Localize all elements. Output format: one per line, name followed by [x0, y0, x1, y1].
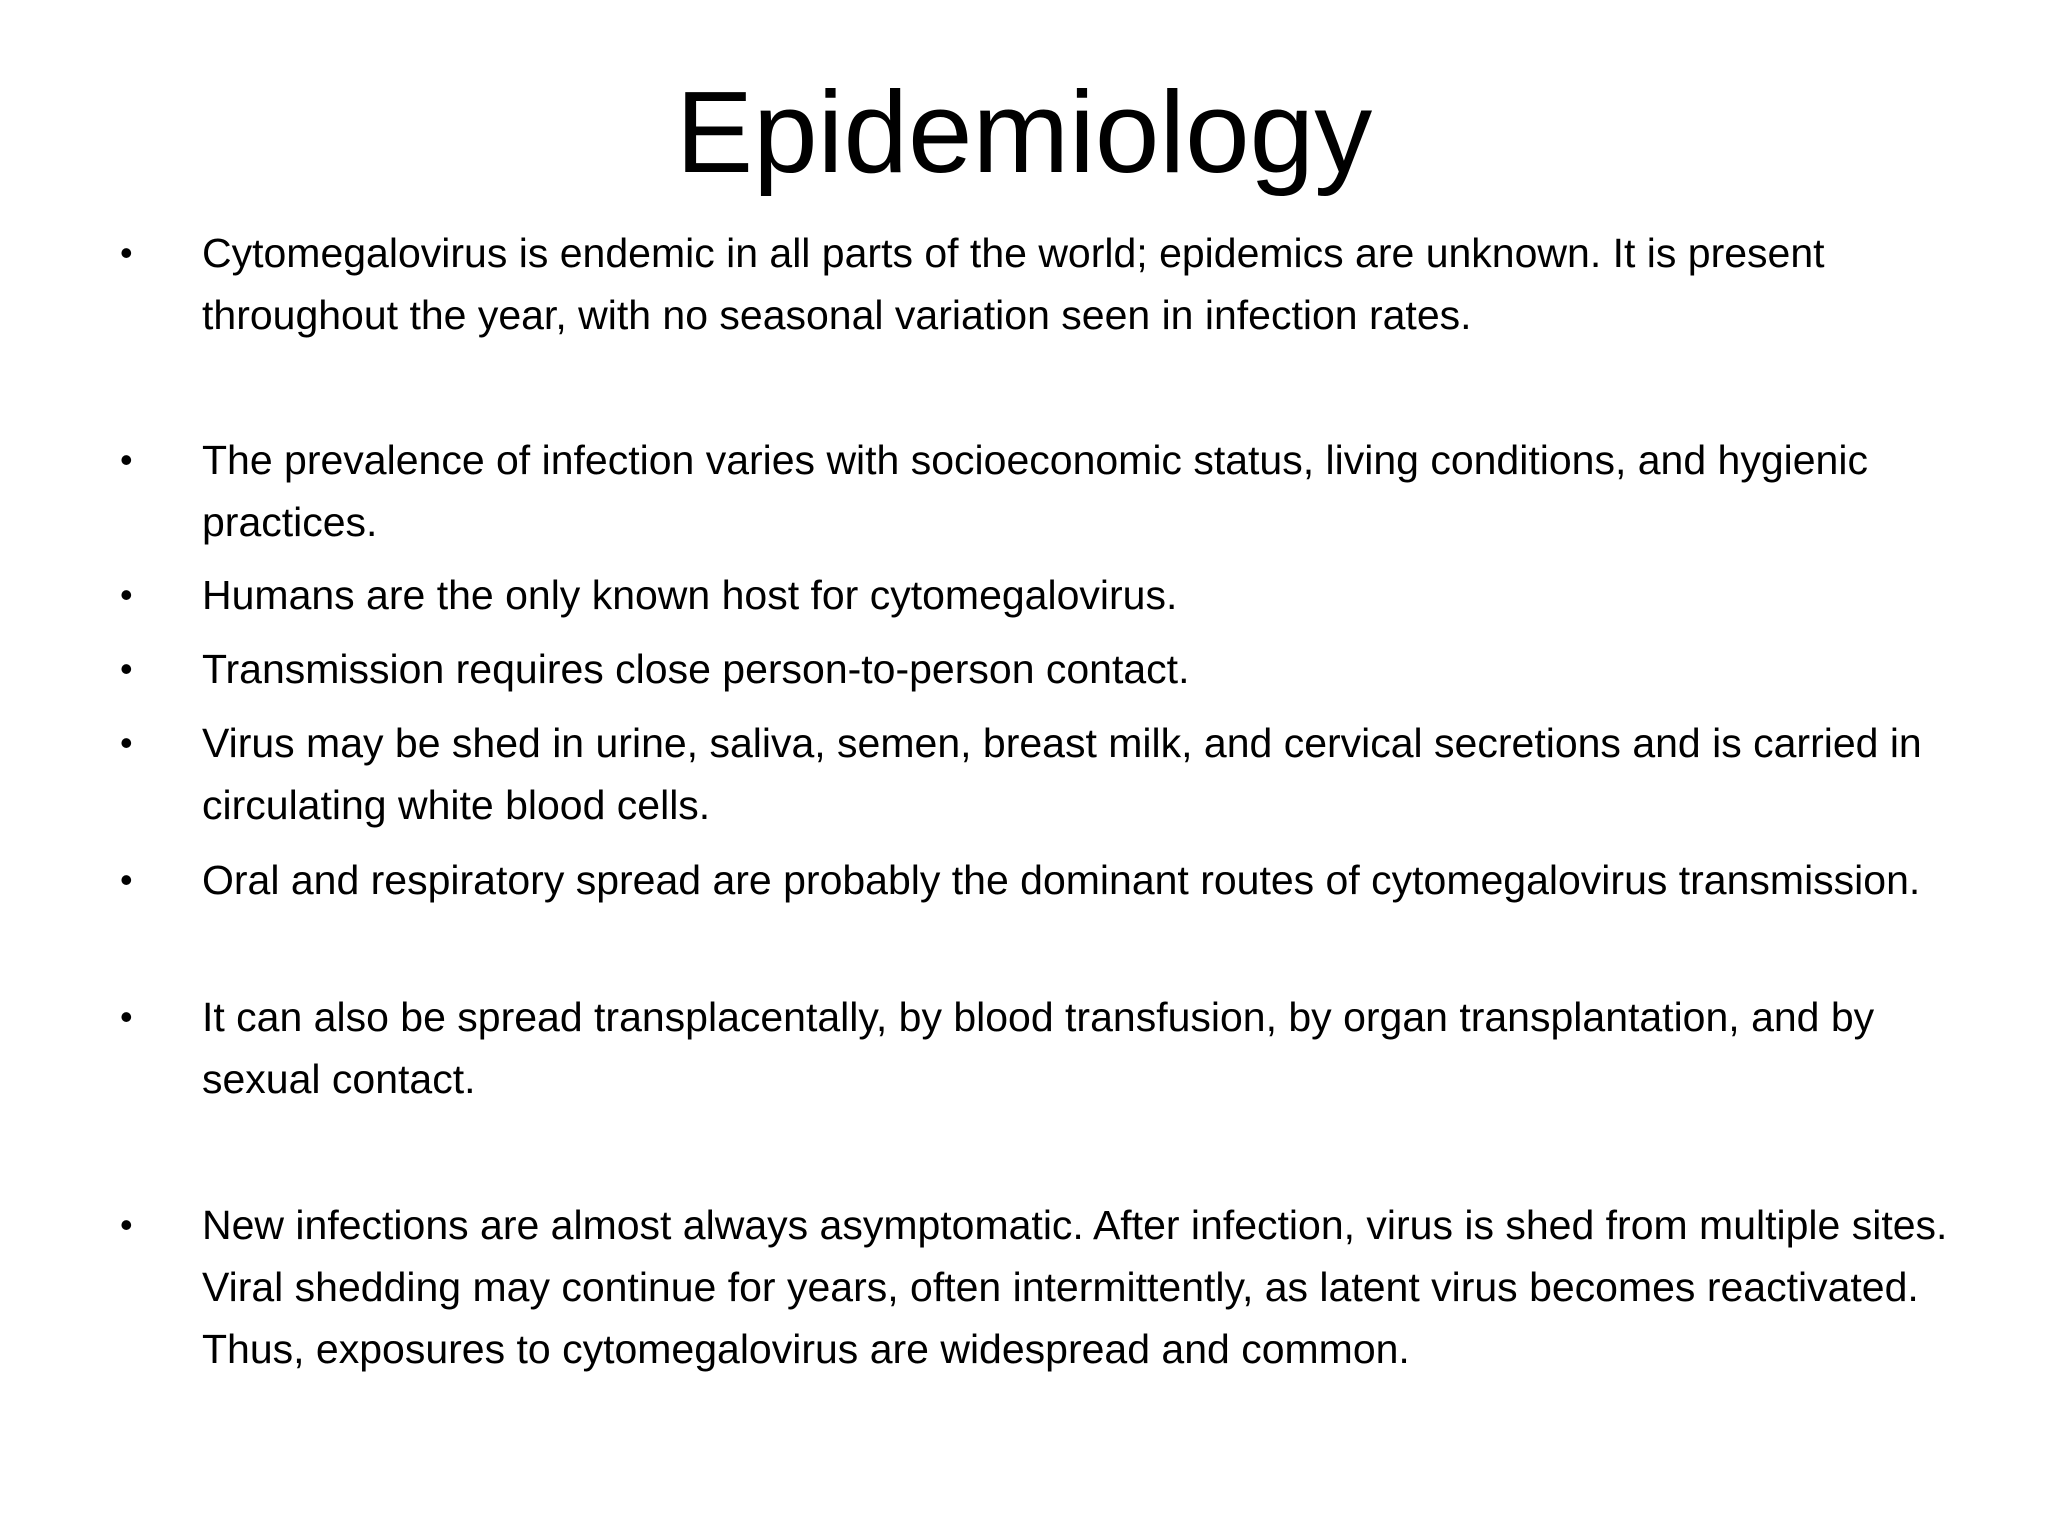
bullet-item [120, 564, 1980, 626]
bullet-item [120, 712, 1980, 836]
bullet-marker: • [120, 574, 133, 615]
bullet-marker: • [120, 1204, 133, 1245]
bullet-text: New infections are almost always asymptomatic. After infection, virus is shed from multiple sites. Viral shedding may continue for years, often intermittently, as latent virus becomes reactivated. Thus, exposures to cytomegalovirus are widespread and common. [202, 1202, 1948, 1372]
bullet-text: Cytomegalovirus is endemic in all parts of the world; epidemics are unknown. It is present throughout the year, with no seasonal variation seen in infection rates. [202, 230, 1825, 338]
bullet-marker: • [120, 439, 133, 480]
bullet-item [120, 986, 1980, 1110]
bullet-marker: • [120, 232, 133, 273]
bullet-marker: • [120, 859, 133, 900]
slide-title: Epidemiology [675, 67, 1373, 197]
bullet-marker: • [120, 648, 133, 689]
bullet-text: Virus may be shed in urine, saliva, semen, breast milk, and cervical secretions and is carried in circulating white blood cells. [202, 720, 1922, 828]
bullet-item [120, 429, 1980, 553]
bullet-marker: • [120, 722, 133, 763]
bullet-text: Transmission requires close person-to-person contact. [202, 646, 1190, 692]
bullet-text: It can also be spread transplacentally, by blood transfusion, by organ transplantation, and by sexual contact. [202, 994, 1875, 1102]
bullet-item [120, 638, 1980, 700]
bullet-marker: • [120, 996, 133, 1037]
bullet-text: Humans are the only known host for cytomegalovirus. [202, 572, 1178, 618]
bullet-text: Oral and respiratory spread are probably the dominant routes of cytomegalovirus transmission. [202, 857, 1921, 903]
bullet-text: The prevalence of infection varies with socioeconomic status, living conditions, and hygienic practices. [202, 437, 1868, 545]
bullet-item [120, 849, 1980, 911]
bullet-item [120, 1194, 1980, 1380]
bullet-item [120, 222, 1980, 346]
